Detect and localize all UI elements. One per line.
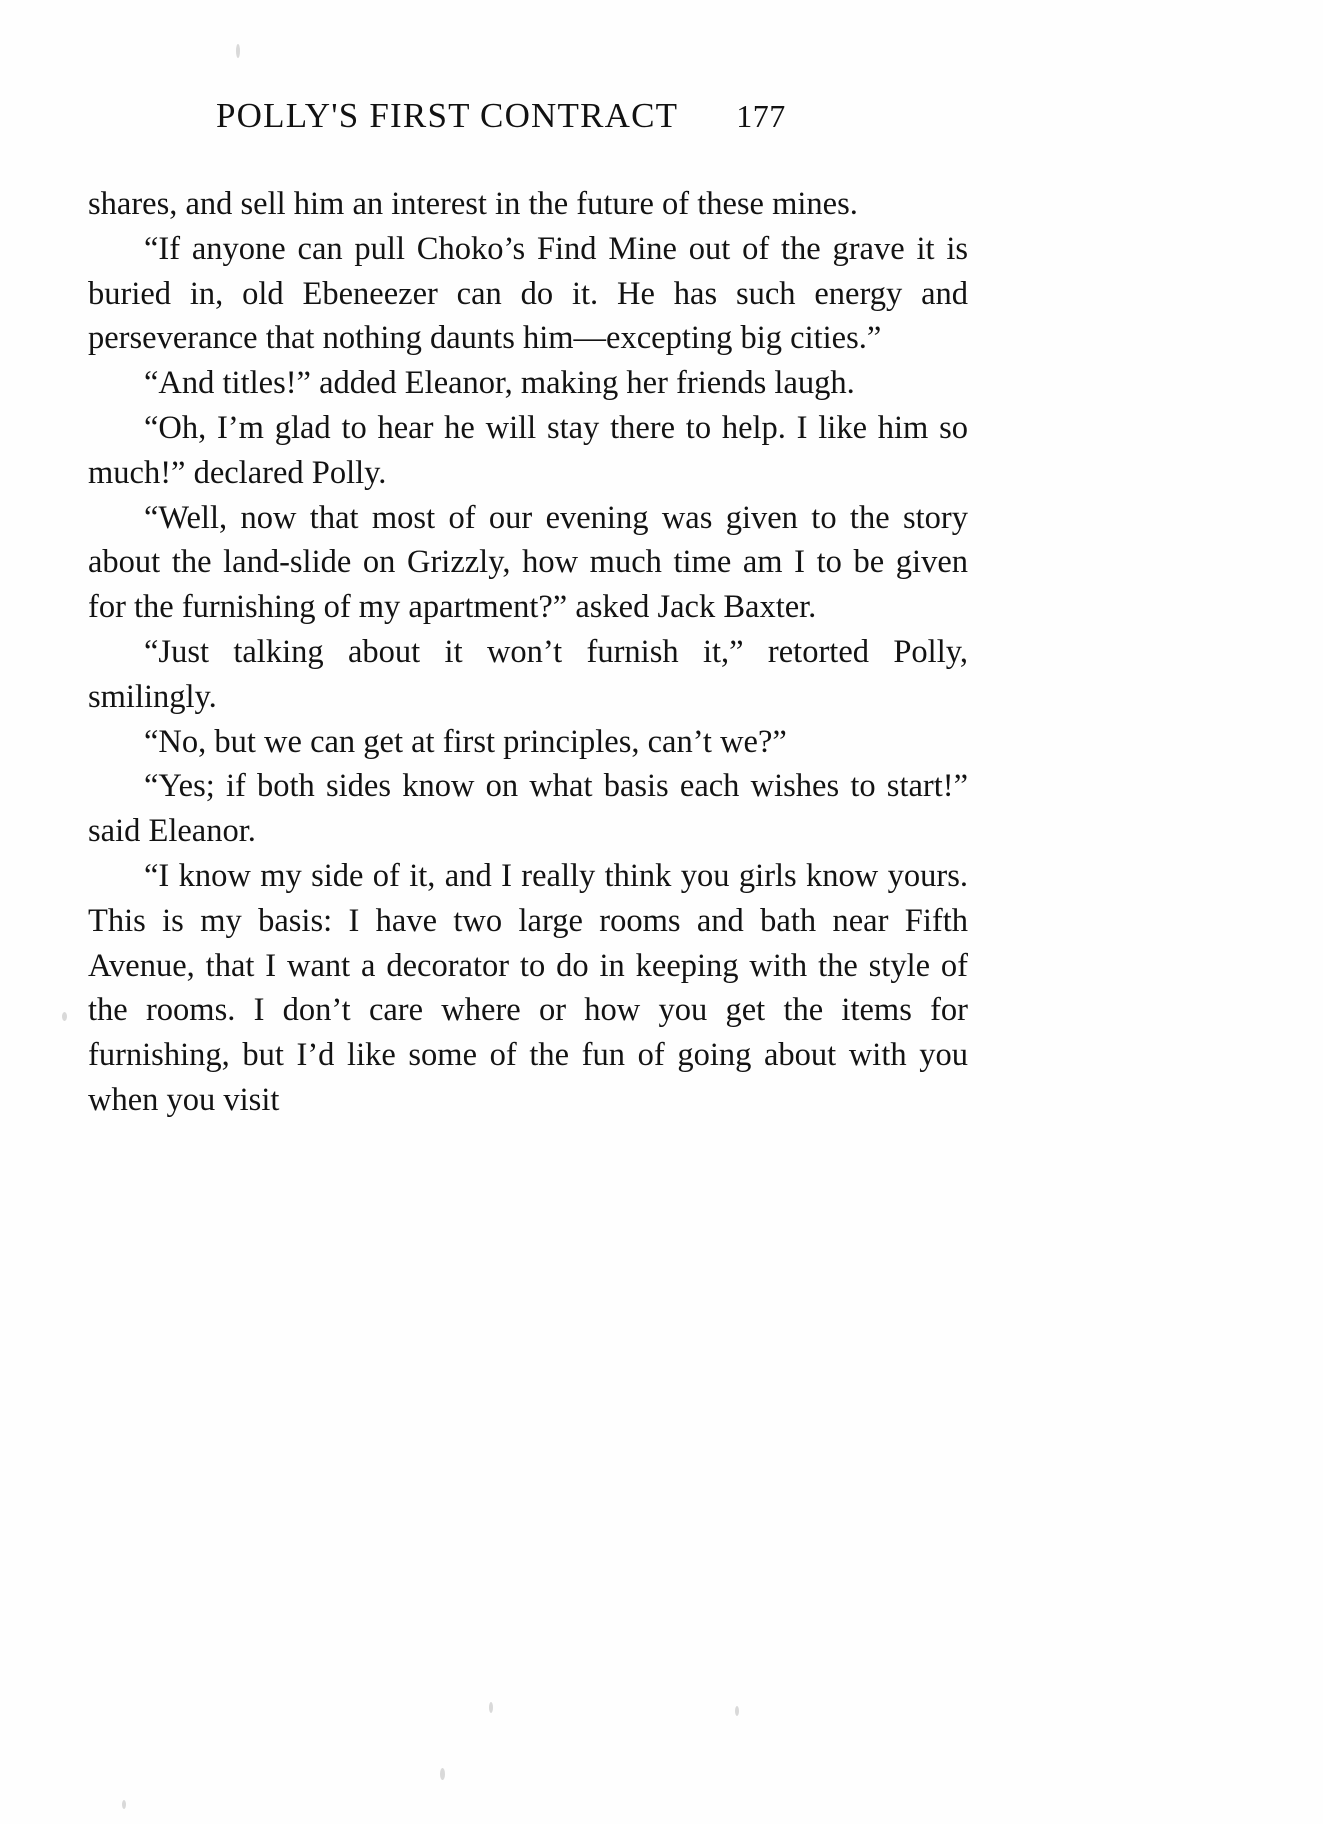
paragraph: “If anyone can pull Choko’s Find Mine out of the grave it is buried in, old Ebeneezer can do it. He has such energy and perseverance that nothing daunts him—excepting big cities.” xyxy=(88,230,968,357)
paragraph: shares, and sell him an interest in the future of these mines. xyxy=(88,186,858,222)
paragraph: “I know my side of it, and I really think you girls know yours. This is my basis: I have two large rooms and bath near Fifth Avenue, that I want a decorator to do in keeping with the style of the rooms. I don’t care where or how you get the items for furnishing, but I’d like some of the fun of going about with you when you visit xyxy=(88,857,968,1118)
paragraph: “Oh, I’m glad to hear he will stay there to help. I like him so much!” declared Polly. xyxy=(88,409,968,491)
paragraph: “Just talking about it won’t furnish it,” retorted Polly, smilingly. xyxy=(88,633,968,715)
scan-speck xyxy=(122,1800,126,1809)
paragraph: “Yes; if both sides know on what basis each wishes to start!” said Eleanor. xyxy=(88,768,968,850)
scan-speck xyxy=(440,1768,445,1780)
paragraph: “Well, now that most of our evening was given to the story about the land-slide on Grizzly, how much time am I to be given for the furnishing of my apartment?” asked Jack Baxter. xyxy=(88,499,968,626)
running-title: POLLY'S FIRST CONTRACT xyxy=(216,96,679,135)
paragraph: “No, but we can get at first principles, can’t we?” xyxy=(144,723,787,760)
scan-speck xyxy=(735,1706,739,1716)
page-body xyxy=(88,182,968,1123)
scan-speck xyxy=(236,44,240,58)
scan-speck xyxy=(489,1702,493,1713)
paragraph: “And titles!” added Eleanor, making her friends laugh. xyxy=(144,365,855,402)
page-header xyxy=(216,96,1088,136)
scan-speck xyxy=(62,1012,67,1021)
page-number: 177 xyxy=(736,98,786,134)
